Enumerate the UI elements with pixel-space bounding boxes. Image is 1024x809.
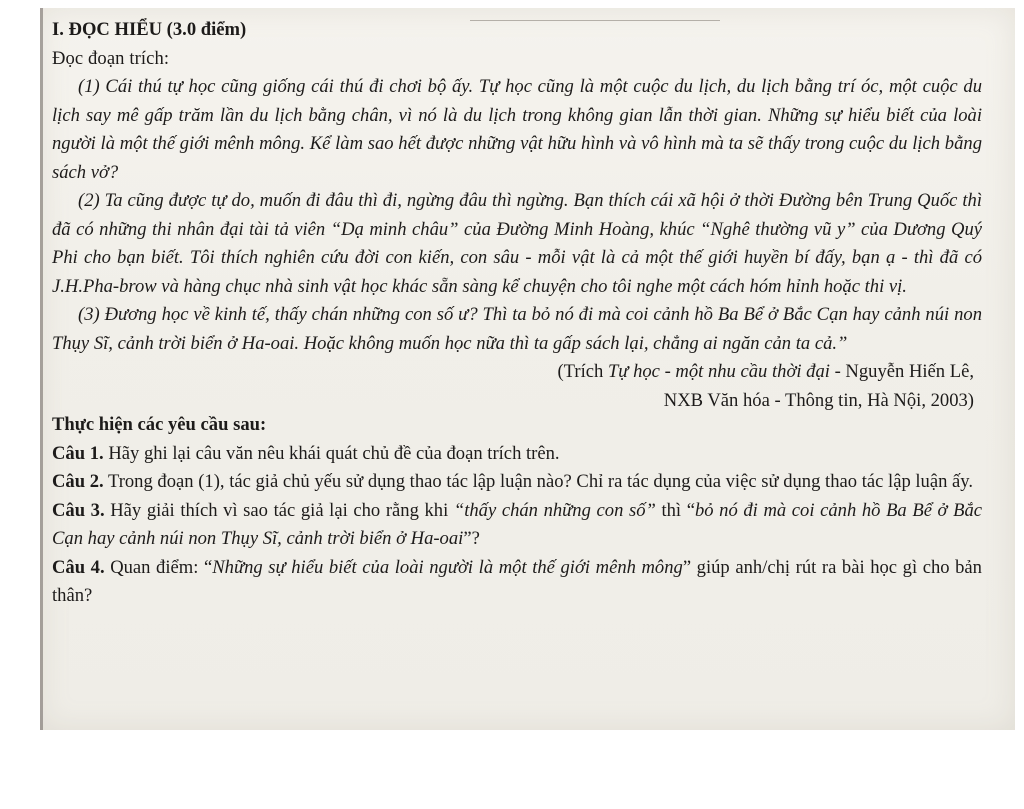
paper-left-edge <box>40 8 43 730</box>
question-3-label: Câu 3. <box>52 499 105 521</box>
question-4-label: Câu 4. <box>52 556 105 578</box>
question-4 <box>52 554 982 611</box>
document-content <box>52 16 982 611</box>
question-1 <box>52 440 982 469</box>
question-3 <box>52 497 982 554</box>
question-1-label: Câu 1. <box>52 442 104 464</box>
question-4-text-b: ” giúp anh/chị rút ra bài học gì cho bản thân? <box>52 556 982 606</box>
intro-text: Đọc đoạn trích: <box>52 47 170 69</box>
question-3-text-c: ”? <box>463 528 480 549</box>
question-3-quote-a: “thấy chán những con số” <box>453 499 656 521</box>
passage-paragraph-3: (3) Đương học về kinh tế, thấy chán những con số ư? Thì ta bỏ nó đi mà coi cảnh hồ Ba Bể ở Bắc Cạn hay cảnh núi non Thụy Sĩ, cảnh trời biển ở Ha-oai. Hoặc không muốn học nữa thì ta gấp sách lại, chẳng ai ngăn cản ta cả.” <box>52 304 982 354</box>
section-heading: I. ĐỌC HIỂU (3.0 điểm) <box>52 19 247 40</box>
question-4-text-a: Quan điểm: “ <box>104 556 213 578</box>
question-4-quote: Những sự hiểu biết của loài người là một thế giới mênh mông <box>212 556 683 578</box>
passage-paragraph-1: (1) Cái thú tự học cũng giống cái thú đi chơi bộ ấy. Tự học cũng là một cuộc du lịch, du lịch bằng trí óc, một cuộc du lịch say mê gấp trăm lần du lịch bằng chân, vì nó là du lịch trong không gian lẫn thời gian. Những sự hiểu biết của loài người là một thế giới mênh mông. Kể làm sao hết được những vật hữu hình và vô hình mà ta sẽ thấy trong cuộc du lịch bằng sách vở? <box>52 76 982 183</box>
tasks-title: Thực hiện các yêu cầu sau: <box>52 414 267 435</box>
citation-title: Tự học - một nhu cầu thời đại <box>607 361 830 382</box>
citation-line-2: NXB Văn hóa - Thông tin, Hà Nội, 2003) <box>663 389 974 411</box>
citation-suffix: - Nguyễn Hiến Lê, <box>829 361 974 382</box>
citation-prefix: (Trích <box>557 361 608 382</box>
question-2-text: Trong đoạn (1), tác giả chủ yếu sử dụng thao tác lập luận nào? Chỉ ra tác dụng của việc sử dụng thao tác lập luận ấy. <box>103 471 974 492</box>
question-1-text: Hãy ghi lại câu văn nêu khái quát chủ đề của đoạn trích trên. <box>103 442 560 464</box>
question-3-text-b: thì “ <box>655 499 695 521</box>
passage-paragraph-2: (2) Ta cũng được tự do, muốn đi đâu thì đi, ngừng đâu thì ngừng. Bạn thích cái xã hội ở thời Đường bên Trung Quốc thì đã có những thi nhân đại tài tả viên “Dạ minh châu” của Đường Minh Hoàng, khúc “Nghê thường vũ y” của Dương Quý Phi cho bạn biết. Tôi thích nghiên cứu đời con kiến, con sâu - mỗi vật là cả một thế giới huyền bí đấy, bạn ạ - thì đã có J.H.Pha-brow và hàng chục nhà sinh vật học khác sẵn sàng kể chuyện cho tôi nghe một cách hóm hỉnh hoặc thi vị. <box>52 190 982 297</box>
question-3-text-a: Hãy giải thích vì sao tác giả lại cho rằng khi <box>104 499 454 521</box>
question-3-quote-b: bỏ nó đi mà coi cảnh hồ Ba Bể ở Bắc Cạn hay cảnh núi non Thụy Sĩ, cảnh trời biển ở Ha-oai <box>52 499 982 549</box>
citation-line-1 <box>52 358 982 387</box>
question-2 <box>52 468 982 497</box>
question-2-label: Câu 2. <box>52 471 104 492</box>
